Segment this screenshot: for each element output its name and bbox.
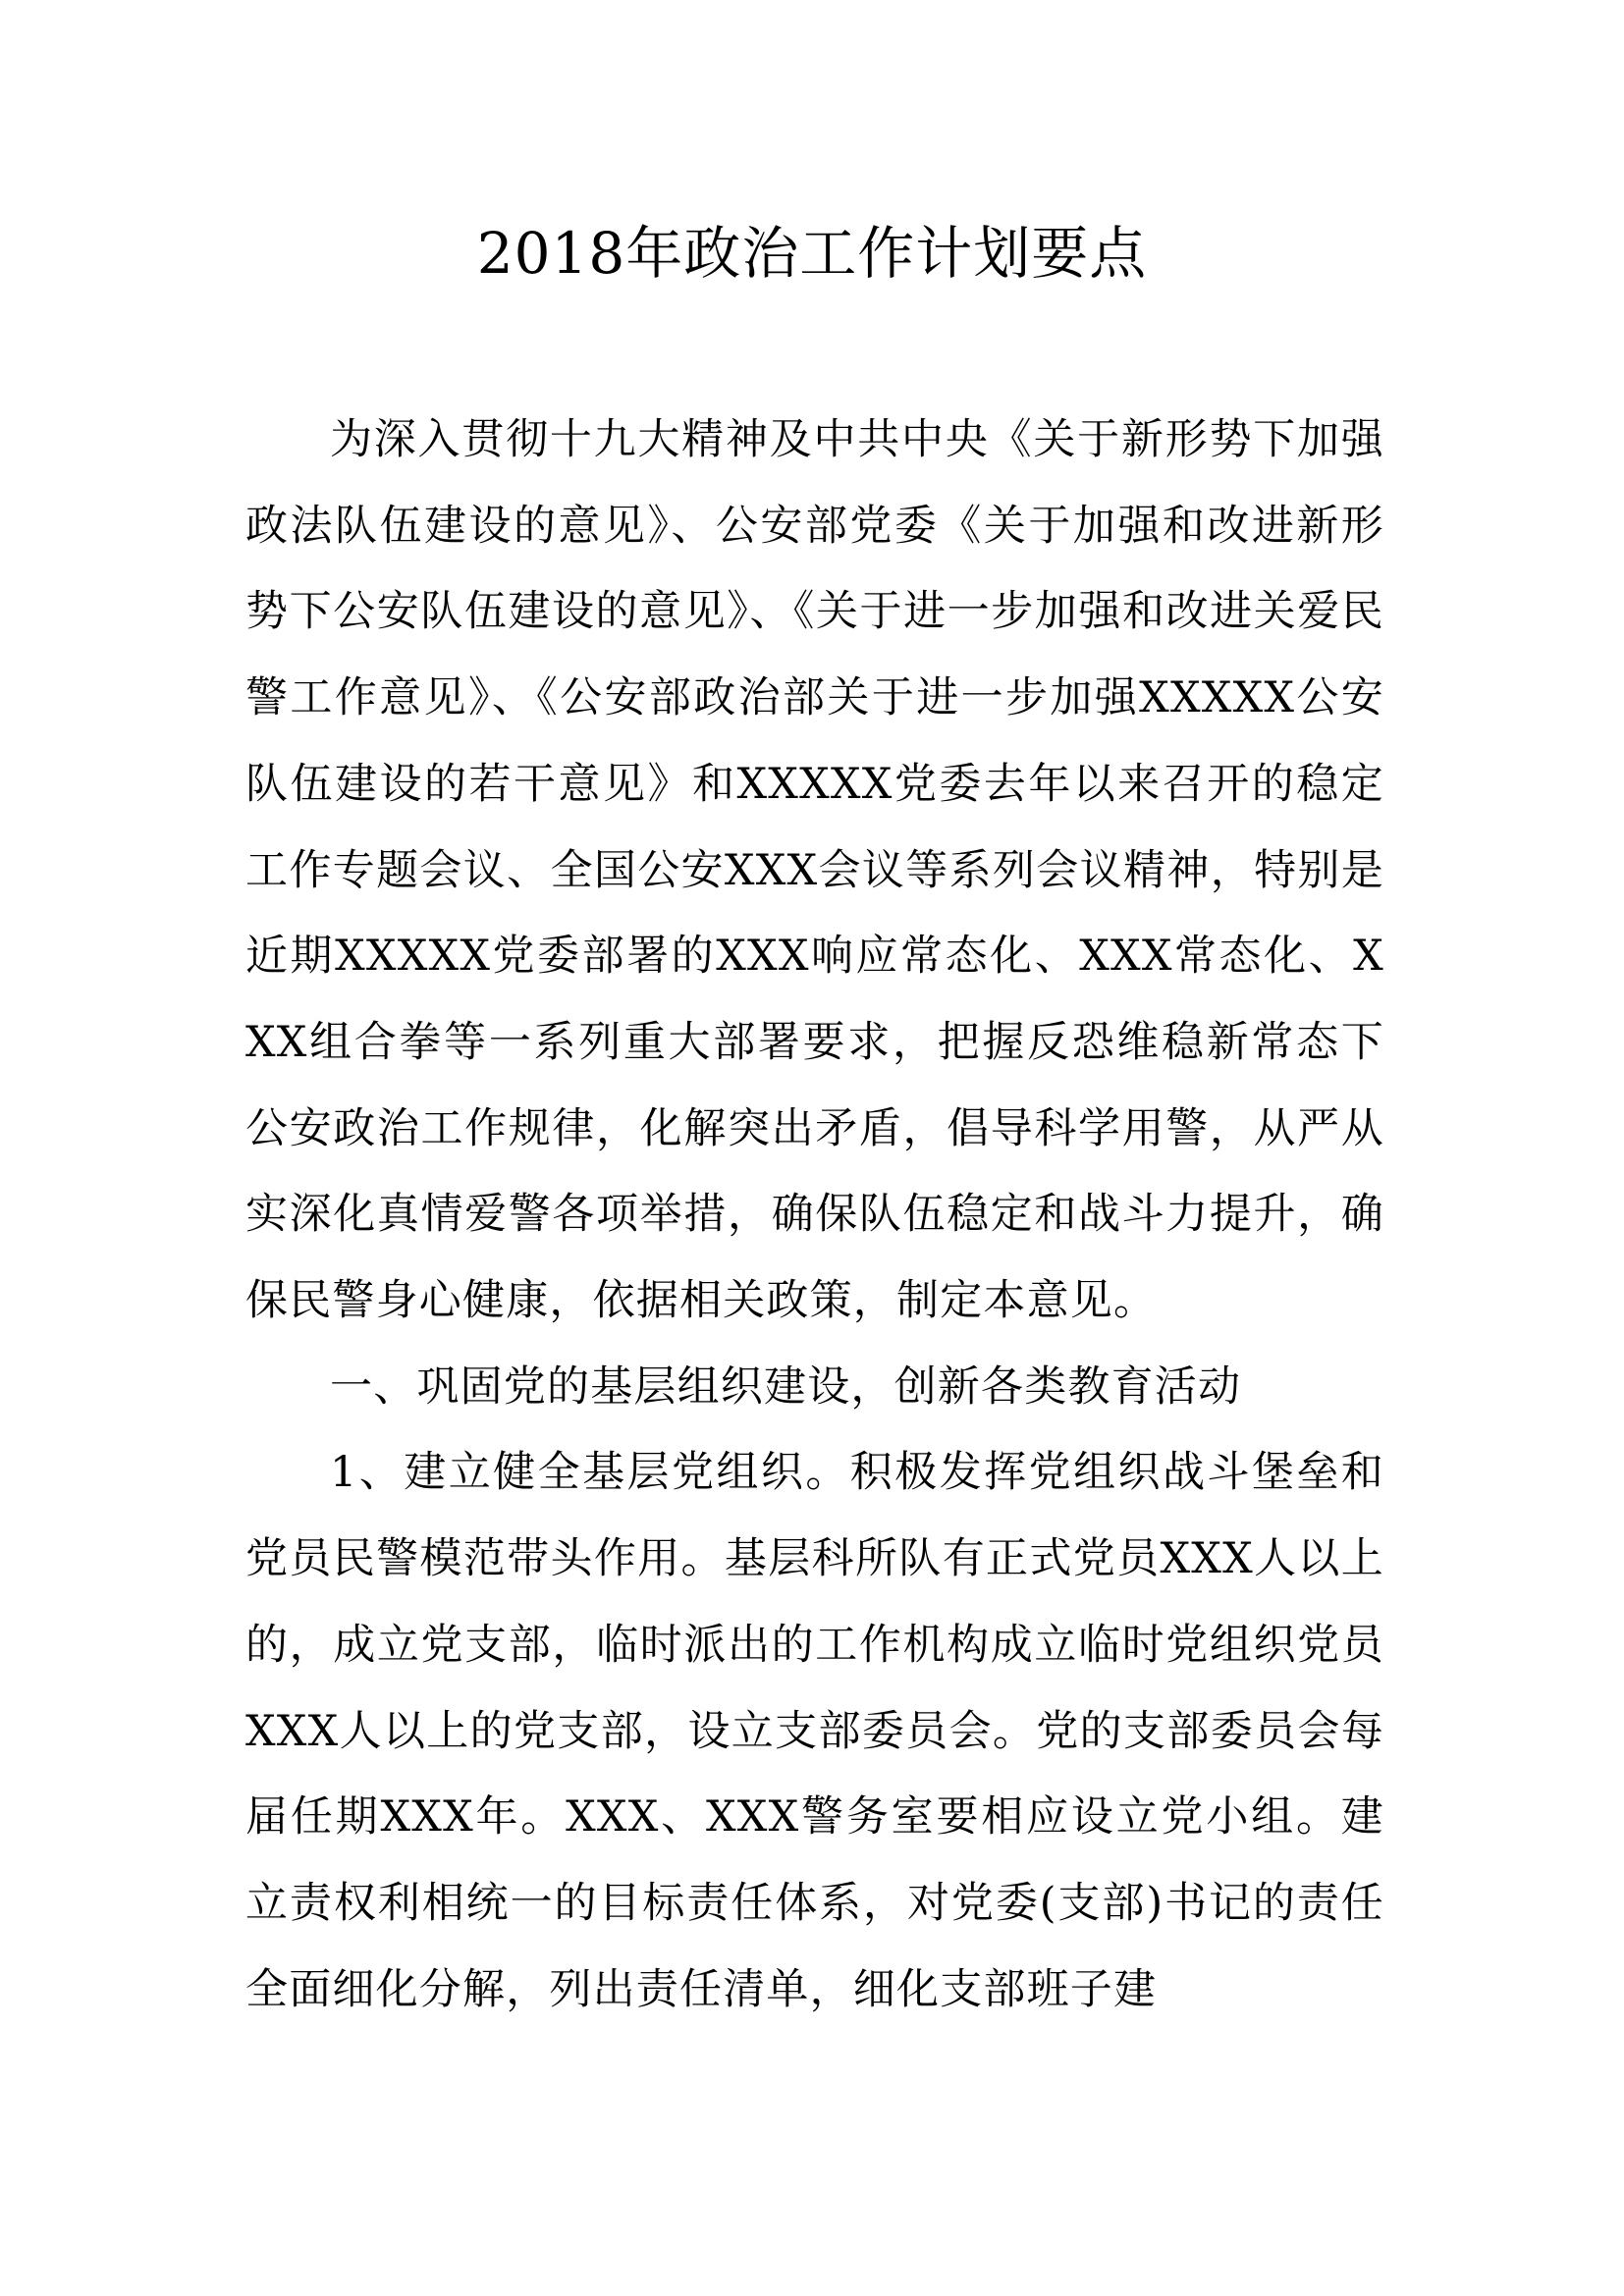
document-body (245, 398, 1384, 2033)
intro-paragraph: 为深入贯彻十九大精神及中共中央《关于新形势下加强政法队伍建设的意见》、公安部党委《关于加强和改进新形势下公安队伍建设的意见》、《关于进一步加强和改进关爱民警工作意见》、《公安部政治部关于进一步加强XXXXX公安队伍建设的若干意见》和XXXXX党委去年以来召开的稳定工作专题会议、全国公安XXX会议等系列会议精神，特别是近期XXXXX党委部署的XXX响应常态化、XXX常态化、XXX组合拳等一系列重大部署要求，把握反恐维稳新常态下公安政治工作规律，化解突出矛盾，倡导科学用警，从严从实深化真情爱警各项举措，确保队伍稳定和战斗力提升，确保民警身心健康，依据相关政策，制定本意见。 (245, 415, 1384, 1326)
item-paragraph: 1、建立健全基层党组织。积极发挥党组织战斗堡垒和党员民警模范带头作用。基层科所队有正式党员XXX人以上的，成立党支部，临时派出的工作机构成立临时党组织党员XXX人以上的党支部，设立支部委员会。党的支部委员会每届任期XXX年。XXX、XXX警务室要相应设立党小组。建立责权利相统一的目标责任体系，对党委(支部)书记的责任全面细化分解，列出责任清单，细化支部班子建 (245, 1448, 1384, 2014)
document-title: 2018年政治工作计划要点 (476, 220, 1148, 287)
section-heading: 一、巩固党的基层组织建设，创新各类教育活动 (330, 1362, 1242, 1412)
